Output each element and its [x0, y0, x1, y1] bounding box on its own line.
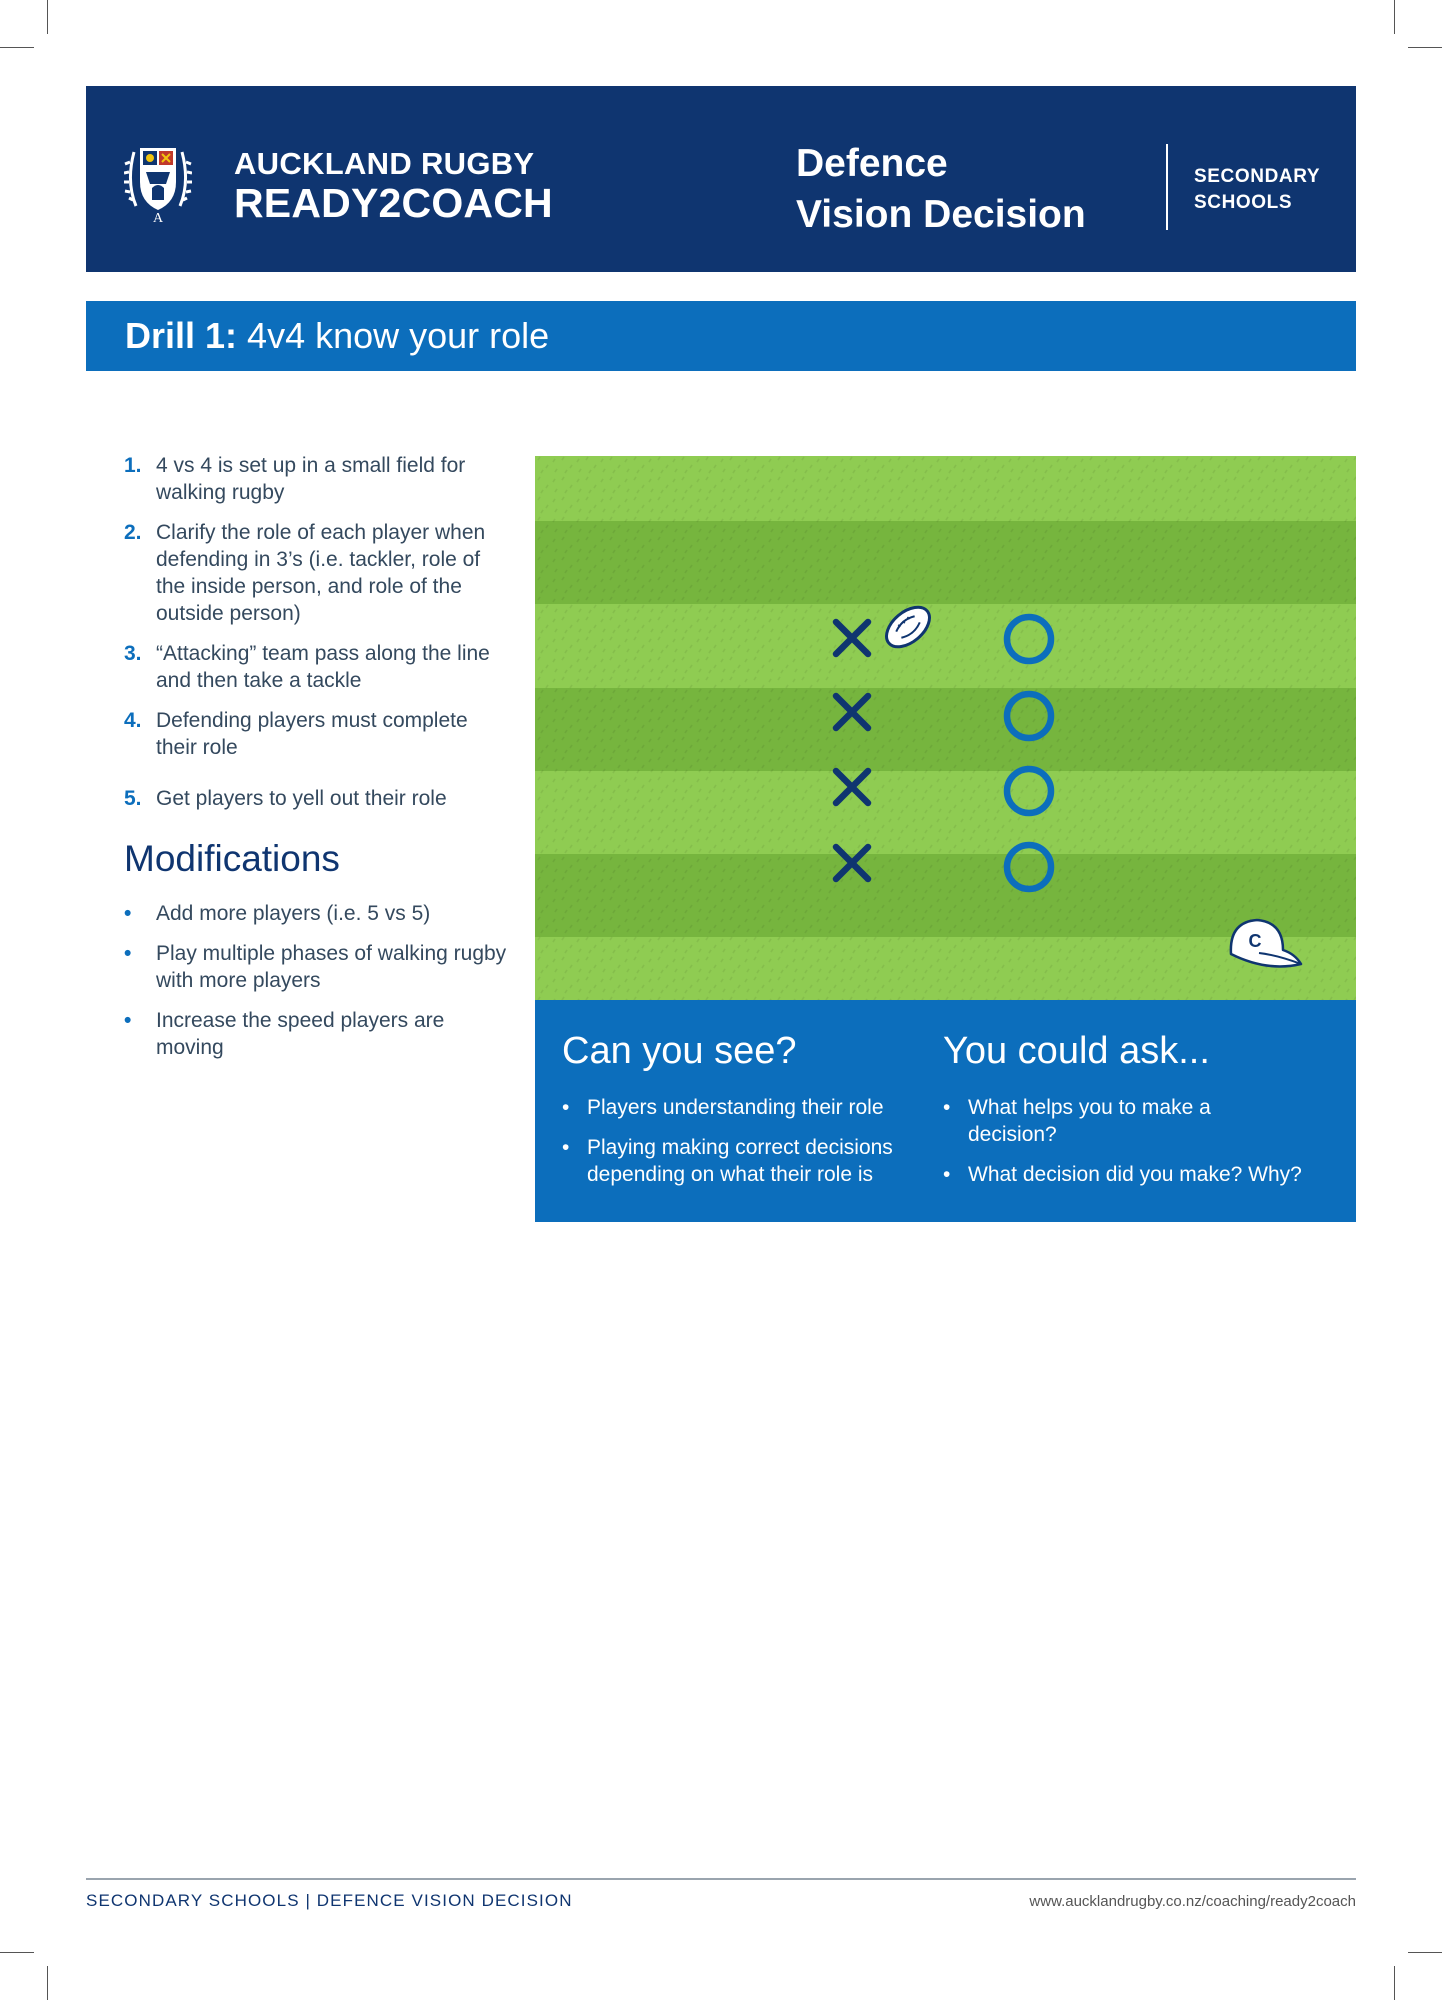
grass-texture [535, 456, 1356, 1000]
list-item: • Increase the speed players are moving [124, 1007, 514, 1061]
can-you-see-section [562, 1028, 922, 1201]
you-could-ask-heading: You could ask... [943, 1030, 1210, 1072]
you-could-ask-list [943, 1094, 1303, 1188]
list-item [124, 707, 514, 761]
page-header [86, 86, 1356, 272]
footer-section-label: SECONDARY SCHOOLS | DEFENCE VISION DECISION [86, 1891, 573, 1910]
crop-mark [1394, 0, 1395, 34]
header-divider [1166, 144, 1168, 230]
crop-mark [0, 47, 34, 48]
coach-label: C [1248, 931, 1262, 951]
step-text: 4 vs 4 is set up in a small field for walking rugby [156, 454, 466, 504]
step-number: 3. [124, 642, 142, 665]
brand-wordmark [234, 148, 553, 224]
audience-tag [1194, 164, 1320, 216]
list-item: • Play multiple phases of walking rugby with more players [124, 940, 514, 994]
auckland-rugby-crest-logo [124, 142, 192, 224]
drill-title-bar [86, 301, 1356, 371]
step-text: Get players to yell out their role [156, 787, 447, 810]
drill-field-diagram [535, 456, 1356, 1000]
audience-tag-line-1: SECONDARY [1194, 166, 1321, 187]
brand-line-2: READY2COACH [234, 180, 553, 226]
step-text: Clarify the role of each player when defending in 3’s (i.e. tackler, role of the inside person, and role of the outside person) [156, 521, 486, 625]
list-item [124, 785, 514, 812]
crop-mark [1408, 47, 1442, 48]
list-item: • What helps you to make a decision? [943, 1094, 1303, 1148]
modifications-heading: Modifications [124, 838, 340, 879]
page-title-line-1: Defence [796, 142, 948, 185]
list-item: • Players understanding their role [562, 1094, 922, 1121]
list-item [124, 640, 514, 694]
page-title-line-2: Vision Decision [796, 193, 1086, 236]
step-number: 5. [124, 787, 142, 810]
page-title [796, 138, 1086, 240]
crop-mark [0, 1952, 34, 1953]
step-number: 1. [124, 454, 142, 477]
coaching-cues-panel [535, 1000, 1356, 1222]
drill-name: 4v4 know your role [247, 315, 550, 356]
you-could-ask-section [943, 1028, 1303, 1201]
crop-mark [47, 0, 48, 34]
step-number: 2. [124, 521, 142, 544]
list-item: • Add more players (i.e. 5 vs 5) [124, 900, 514, 927]
svg-text:A: A [152, 211, 164, 224]
crop-mark [47, 1966, 48, 2000]
footer-url: www.aucklandrugby.co.nz/coaching/ready2coach [1029, 1893, 1356, 1910]
footer-divider [86, 1878, 1356, 1880]
field-svg [535, 456, 1356, 1000]
crop-mark [1394, 1966, 1395, 2000]
crop-mark [1408, 1952, 1442, 1953]
audience-tag-line-2: SCHOOLS [1194, 192, 1293, 213]
list-item [124, 452, 514, 506]
list-item [124, 519, 514, 627]
modifications-list [124, 900, 514, 1074]
can-you-see-heading: Can you see? [562, 1030, 797, 1072]
step-text: “Attacking” team pass along the line and then take a tackle [156, 642, 490, 692]
drill-steps-list [124, 452, 514, 825]
brand-line-1: AUCKLAND RUGBY [234, 146, 535, 181]
list-item: • What decision did you make? Why? [943, 1161, 1303, 1188]
list-item: • Playing making correct decisions depending on what their role is [562, 1134, 922, 1188]
can-you-see-list [562, 1094, 922, 1188]
step-number: 4. [124, 709, 142, 732]
drill-number: Drill 1: [125, 315, 238, 356]
step-text: Defending players must complete their role [156, 709, 468, 759]
